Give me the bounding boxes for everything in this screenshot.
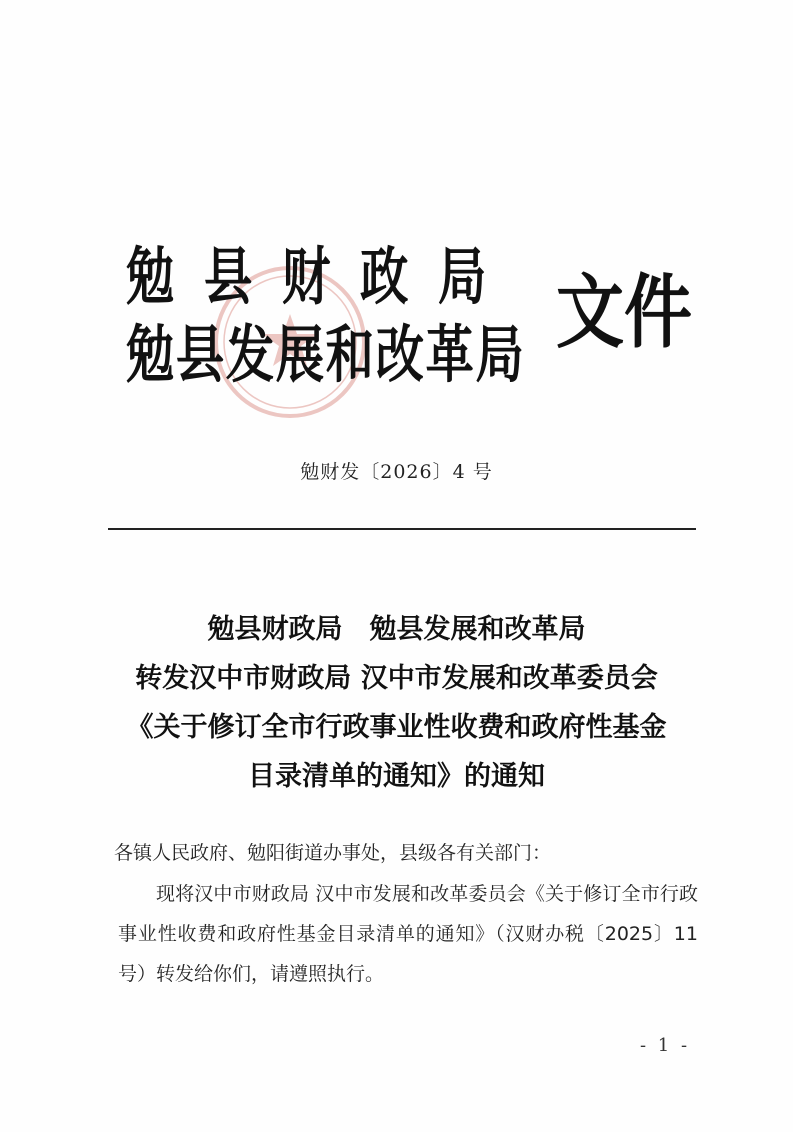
title-line-2: 转发汉中市财政局 汉中市发展和改革委员会 bbox=[135, 663, 658, 694]
salutation: 各镇人民政府、勉阳街道办事处，县级各有关部门： bbox=[114, 842, 552, 864]
title-line-1: 勉县财政局 勉县发展和改革局 bbox=[207, 614, 586, 645]
document-title bbox=[60, 605, 733, 801]
header-divider bbox=[108, 528, 696, 530]
issuing-agencies-header bbox=[126, 232, 692, 402]
title-line-4: 目录清单的通知》的通知 bbox=[248, 761, 545, 792]
document-body bbox=[114, 832, 698, 994]
document-word: 文件 bbox=[556, 265, 692, 359]
agency-name-finance-bureau: 勉县财政局 bbox=[126, 240, 517, 313]
page-number: - 1 - bbox=[640, 1035, 691, 1056]
agency-name-development-reform-bureau: 勉县发展和改革局 bbox=[126, 318, 526, 391]
title-line-3: 《关于修订全市行政事业性收费和政府性基金 bbox=[126, 712, 667, 743]
body-paragraph: 现将汉中市财政局 汉中市发展和改革委员会《关于修订全市行政事业性收费和政府性基金目录清单的通知》（汉财办税〔2025〕11 号）转发给你们，请遵照执行。 bbox=[118, 883, 698, 985]
document-number: 勉财发〔2026〕4 号 bbox=[300, 461, 493, 483]
